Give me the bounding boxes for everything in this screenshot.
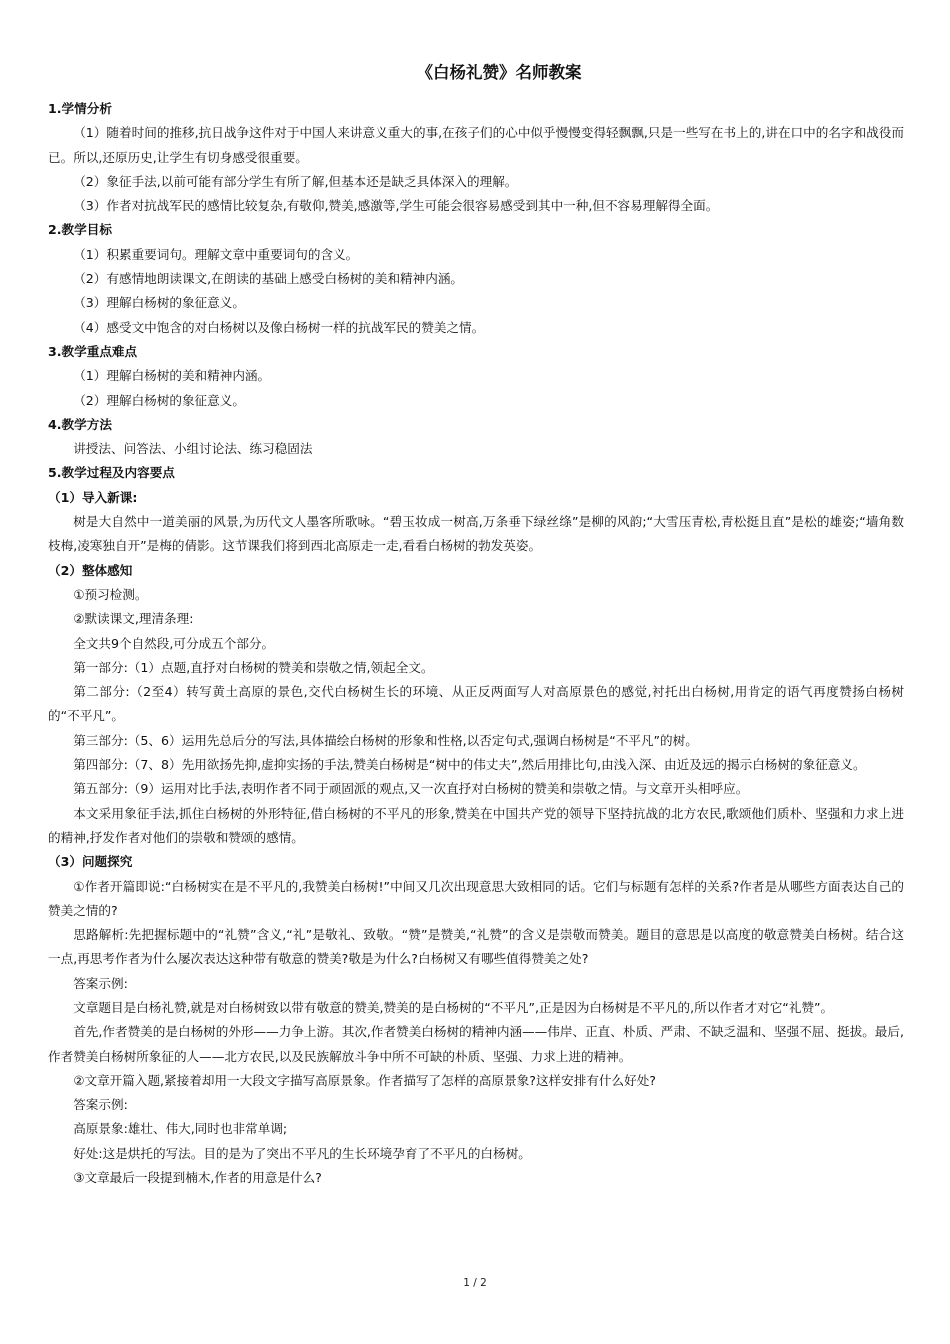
section-heading-methods: 4.教学方法 (48, 416, 112, 432)
paragraph: 答案示例: (73, 1097, 128, 1113)
goal-item: （1）积累重要词句。理解文章中重要词句的含义。 (73, 246, 359, 262)
section-heading-analysis: 1.学情分析 (48, 101, 112, 116)
key-points-list (48, 364, 904, 413)
paragraph: 思路解析:先把握标题中的“礼赞”含义,“礼”是敬礼、致敬。“赞”是赞美,“礼赞”的含义是崇敬而赞美。题目的意思是以高度的敬意赞美白杨树。结合这一点,再思考作者为什么屡次表达这种带有敬意的赞美?敬是为什么?白杨树又有哪些值得赞美之处? (48, 927, 904, 967)
paragraph: 第三部分:（5、6）运用先总后分的写法,具体描绘白杨树的形象和性格,以否定句式,强调白杨树是“不平凡”的树。 (73, 732, 698, 748)
paragraph: 第二部分:（2至4）转写黄土高原的景色,交代白杨树生长的环境、从正反两面写人对高原景色的感觉,衬托出白杨树,用肯定的语气再度赞扬白杨树的“不平凡”。 (48, 684, 904, 724)
paragraph: 第一部分:（1）点题,直抒对白杨树的赞美和崇敬之情,领起全文。 (73, 659, 434, 675)
section-heading-key-points: 3.教学重点难点 (48, 343, 138, 359)
analysis-item: （1）随着时间的推移,抗日战争这件对于中国人来讲意义重大的事,在孩子们的心中似乎慢慢变得轻飘飘,只是一些写在书上的,讲在口中的名字和战役而已。所以,还原历史,让学生有切身感受很重要。 (48, 125, 904, 165)
subheading-intro: （1）导入新课: (48, 489, 138, 505)
paragraph: 文章题目是白杨礼赞,就是对白杨树致以带有敬意的赞美,赞美的是白杨树的“不平凡”,正是因为白杨树是不平凡的,所以作者才对它“礼赞”。 (73, 999, 834, 1015)
analysis-item: （3）作者对抗战军民的感情比较复杂,有敬仰,赞美,感激等,学生可能会很容易感受到其中一种,但不容易理解得全面。 (73, 198, 719, 214)
paragraph: 树是大自然中一道美丽的风景,为历代文人墨客所歌咏。“碧玉妆成一树高,万条垂下绿丝绦”是柳的风韵;“大雪压青松,青松挺且直”是松的雄姿;“墙角数枝梅,凌寒独自开”是梅的倩影。这节课我们将到西北高原走一走,看看白杨树的勃发英姿。 (48, 514, 904, 554)
paragraph: ②默读课文,理清条理: (73, 611, 194, 627)
method-item: 讲授法、问答法、小组讨论法、练习稳固法 (73, 441, 313, 457)
paragraph: 首先,作者赞美的是白杨树的外形——力争上游。其次,作者赞美白杨树的精神内涵——伟岸、正直、朴质、严肃、不缺乏温和、坚强不屈、挺拔。最后,作者赞美白杨树所象征的人——北方农民,以及民族解放斗争中所不可缺的朴质、坚强、力求上进的精神。 (48, 1024, 904, 1064)
key-point-item: （2）理解白杨树的象征意义。 (73, 392, 245, 408)
paragraph: ①作者开篇即说:“白杨树实在是不平凡的,我赞美白杨树!”中间又几次出现意思大致相同的话。它们与标题有怎样的关系?作者是从哪些方面表达自己的赞美之情的? (48, 878, 904, 918)
goal-item: （4）感受文中饱含的对白杨树以及像白杨树一样的抗战军民的赞美之情。 (73, 319, 485, 335)
analysis-list (48, 121, 904, 218)
paragraph: 答案示例: (73, 975, 128, 991)
methods-list (48, 437, 904, 461)
paragraph: 第五部分:（9）运用对比手法,表明作者不同于顽固派的观点,又一次直抒对白杨树的赞美和崇敬之情。与文章开头相呼应。 (73, 781, 749, 797)
goal-item: （3）理解白杨树的象征意义。 (73, 295, 245, 311)
paragraph: 本文采用象征手法,抓住白杨树的外形特征,借白杨树的不平凡的形象,赞美在中国共产党的领导下坚持抗战的北方农民,歌颂他们质朴、坚强和力求上进的精神,抒发作者对他们的崇敬和赞颂的感情。 (48, 805, 904, 845)
goals-list (48, 243, 904, 340)
subheading-inquiry: （3）问题探究 (48, 854, 133, 870)
paragraph: 全文共9个自然段,可分成五个部分。 (73, 635, 275, 651)
section-heading-process: 5.教学过程及内容要点 (48, 465, 175, 481)
paragraph: ①预习检测。 (73, 586, 148, 602)
paragraph: 好处:这是烘托的写法。目的是为了突出不平凡的生长环境孕育了不平凡的白杨树。 (73, 1145, 531, 1161)
document-page (48, 60, 904, 1190)
paragraph: ②文章开篇入题,紧接着却用一大段文字描写高原景象。作者描写了怎样的高原景象?这样安排有什么好处? (73, 1072, 656, 1088)
key-point-item: （1）理解白杨树的美和精神内涵。 (73, 368, 271, 384)
paragraph: 第四部分:（7、8）先用欲扬先抑,虚抑实扬的手法,赞美白杨树是“树中的伟丈夫”,然后用排比句,由浅入深、由近及远的揭示白杨树的象征意义。 (73, 757, 866, 773)
subheading-overview: （2）整体感知 (48, 562, 133, 578)
paragraph: ③文章最后一段提到楠木,作者的用意是什么? (73, 1170, 322, 1186)
paragraph: 高原景象:雄壮、伟大,同时也非常单调; (73, 1121, 288, 1137)
document-title: 《白杨礼赞》名师教案 (416, 63, 582, 82)
analysis-item: （2）象征手法,以前可能有部分学生有所了解,但基本还是缺乏具体深入的理解。 (73, 173, 518, 189)
page-number: 1 / 2 (463, 1277, 487, 1289)
goal-item: （2）有感情地朗读课文,在朗读的基础上感受白杨树的美和精神内涵。 (73, 271, 464, 287)
section-heading-goals: 2.教学目标 (48, 222, 112, 238)
